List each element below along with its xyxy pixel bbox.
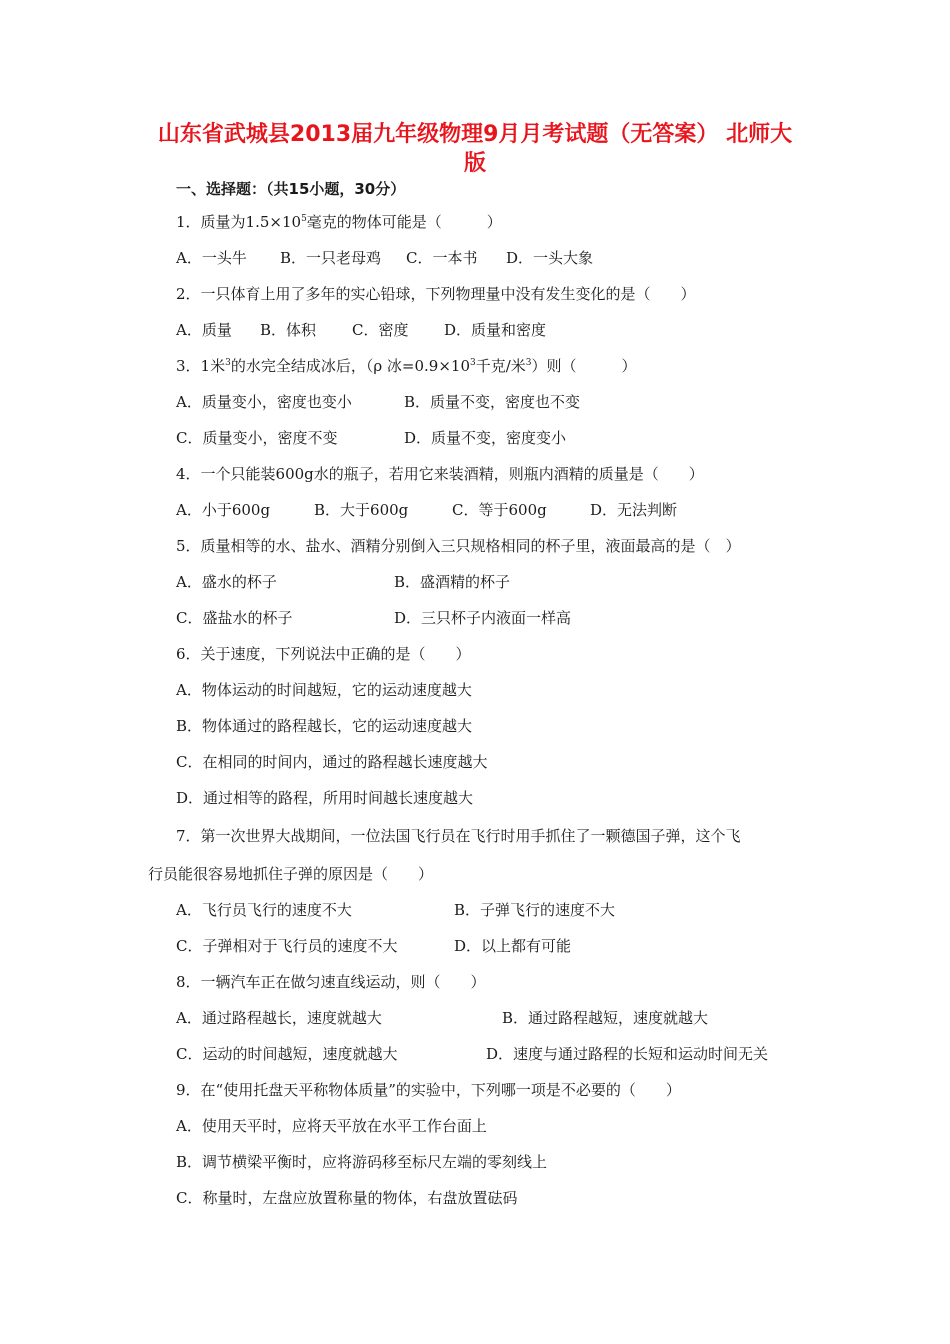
question-5-option-a: A．盛水的杯子 (176, 573, 277, 591)
question-2-option-c: C．密度 (352, 321, 409, 339)
question-2-stem: 2．一只体育上用了多年的实心铅球，下列物理量中没有发生变化的是（ ） (176, 285, 696, 303)
question-6-stem: 6．关于速度，下列说法中正确的是（ ） (176, 645, 471, 663)
question-6-option-c: C．在相同的时间内，通过的路程越长速度越大 (176, 753, 488, 771)
question-1-stem: 1．质量为$1.5\times 10^5$毫克的物体可能是（ ） (176, 213, 502, 231)
section-heading: 一、选择题：（共15小题，30分） (176, 180, 406, 198)
question-3-option-c: C．质量变小，密度不变 (176, 429, 338, 447)
question-7-stem-line-1: 7．第一次世界大战期间，一位法国飞行员在飞行时用手抓住了一颗德国子弹，这个飞 (176, 827, 741, 845)
question-5-option-b: B．盛酒精的杯子 (394, 573, 511, 591)
question-9-option-c: C．称量时，左盘应放置称量的物体，右盘放置砝码 (176, 1189, 518, 1207)
question-4-option-c: C．等于600g (452, 501, 547, 519)
question-6-option-d: D．通过相等的路程，所用时间越长速度越大 (176, 789, 474, 807)
title-line-2: 版 (463, 151, 486, 176)
question-9-option-a: A．使用天平时，应将天平放在水平工作台面上 (176, 1117, 487, 1135)
question-3-option-b: B．质量不变，密度也不变 (404, 393, 581, 411)
question-8-option-d: D．速度与通过路程的长短和运动时间无关 (486, 1045, 769, 1063)
question-9-stem: 9．在“使用托盘天平称物体质量”的实验中，下列哪一项是不必要的（ ） (176, 1081, 681, 1099)
question-4-stem: 4．一个只能装600g水的瓶子，若用它来装酒精，则瓶内酒精的质量是（ ） (176, 465, 704, 483)
question-8-option-b: B．通过路程越短，速度就越大 (502, 1009, 709, 1027)
question-3-stem: 3．1米$^3$的水完全结成冰后，（ρ 冰$=0.9\times 10^3$千克/米$^3$）则（ ） (176, 357, 637, 375)
question-8-stem: 8．一辆汽车正在做匀速直线运动，则（ ） (176, 973, 486, 991)
question-2-option-b: B．体积 (260, 321, 317, 339)
question-7-option-c: C．子弹相对于飞行员的速度不大 (176, 937, 398, 955)
title-line-1: 山东省武城县2013届九年级物理9月月考试题（无答案） 北师大 (157, 122, 793, 147)
question-9-option-b: B．调节横梁平衡时，应将游码移至标尺左端的零刻线上 (176, 1153, 548, 1171)
document-title (140, 120, 810, 178)
question-5-option-d: D．三只杯子内液面一样高 (394, 609, 572, 627)
question-4-option-d: D．无法判断 (590, 501, 678, 519)
question-1-option-d: D．一头大象 (506, 249, 594, 267)
question-7-option-a: A．飞行员飞行的速度不大 (176, 901, 352, 919)
question-2-option-d: D．质量和密度 (444, 321, 547, 339)
question-4-option-b: B．大于600g (314, 501, 409, 519)
question-1-option-a: A．一头牛 (176, 249, 247, 267)
question-1-option-b: B．一只老母鸡 (280, 249, 382, 267)
question-4-option-a: A．小于600g (176, 501, 271, 519)
question-7-option-b: B．子弹飞行的速度不大 (454, 901, 616, 919)
question-3-option-d: D．质量不变，密度变小 (404, 429, 567, 447)
question-8-option-a: A．通过路程越长，速度就越大 (176, 1009, 382, 1027)
question-2-option-a: A．质量 (176, 321, 232, 339)
question-5-option-c: C．盛盐水的杯子 (176, 609, 293, 627)
question-7-option-d: D．以上都有可能 (454, 937, 572, 955)
question-5-stem: 5．质量相等的水、盐水、酒精分别倒入三只规格相同的杯子里，液面最高的是（ ） (176, 537, 741, 555)
question-6-option-b: B．物体通过的路程越长，它的运动速度越大 (176, 717, 473, 735)
question-1-option-c: C．一本书 (406, 249, 478, 267)
question-8-option-c: C．运动的时间越短，速度就越大 (176, 1045, 398, 1063)
question-7-stem-line-2: 行员能很容易地抓住子弹的原因是（ ） (148, 865, 434, 883)
question-3-option-a: A．质量变小，密度也变小 (176, 393, 352, 411)
question-6-option-a: A．物体运动的时间越短，它的运动速度越大 (176, 681, 472, 699)
